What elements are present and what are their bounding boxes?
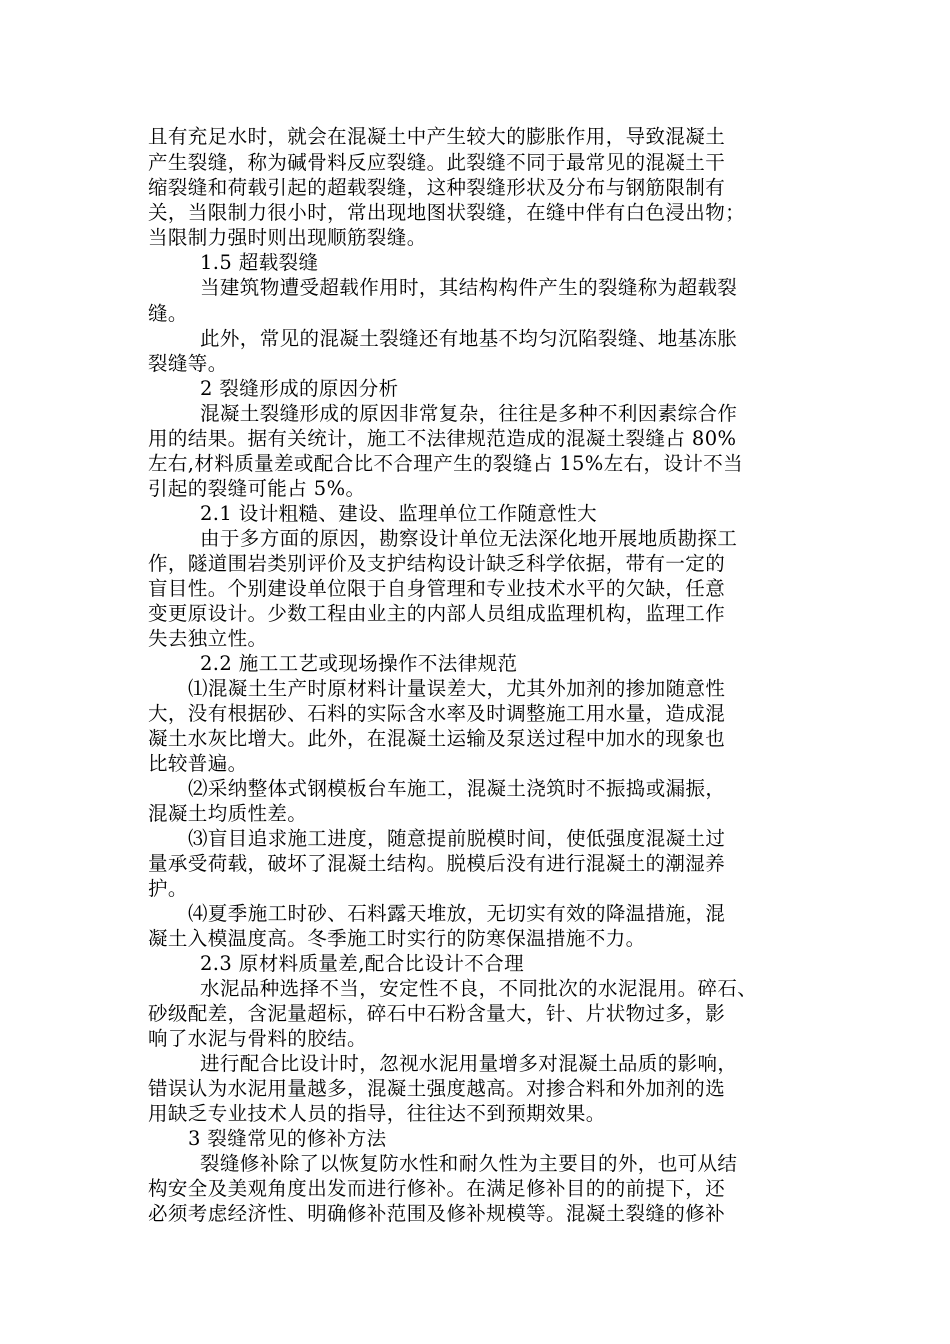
- text-line: 失去独立性。: [148, 627, 268, 650]
- text-line: 混凝土裂缝形成的原因非常复杂，往往是多种不利因素综合作: [200, 402, 738, 425]
- text-line: 护。: [148, 877, 188, 900]
- text-line: 由于多方面的原因，勘察设计单位无法深化地开展地质勘探工: [200, 527, 738, 550]
- text-line: ⑴混凝土生产时原材料计量误差大，尤其外加剂的掺加随意性: [188, 677, 726, 700]
- section-heading: 3 裂缝常见的修补方法: [188, 1127, 387, 1150]
- text-line: 缝。: [148, 302, 188, 325]
- section-heading: 2.3 原材料质量差,配合比设计不合理: [200, 952, 525, 975]
- text-line: 用缺乏专业技术人员的指导，往往达不到预期效果。: [148, 1102, 606, 1125]
- text-line: 盲目性。个别建设单位限于自身管理和专业技术水平的欠缺，任意: [148, 577, 726, 600]
- text-line: 作，隧道围岩类别评价及支护结构设计缺乏科学依据，带有一定的: [148, 552, 726, 575]
- text-line: 混凝土均质性差。: [148, 802, 308, 825]
- text-line: 错误认为水泥用量越多，混凝土强度越高。对掺合料和外加剂的选: [148, 1077, 726, 1100]
- text-line: 裂缝修补除了以恢复防水性和耐久性为主要目的外，也可从结: [200, 1152, 738, 1175]
- text-line: 构安全及美观角度出发而进行修补。在满足修补目的的前提下，还: [148, 1177, 726, 1200]
- text-line: 凝土水灰比增大。此外，在混凝土运输及泵送过程中加水的现象也: [148, 727, 726, 750]
- text-line: ⑷夏季施工时砂、石料露天堆放，无切实有效的降温措施，混: [188, 902, 726, 925]
- text-line: 当限制力强时则出现顺筋裂缝。: [148, 226, 427, 249]
- text-line: 用的结果。据有关统计，施工不法律规范造成的混凝土裂缝占 80%: [148, 427, 737, 450]
- section-heading: 2 裂缝形成的原因分析: [200, 377, 399, 400]
- text-line: 此外，常见的混凝土裂缝还有地基不均匀沉陷裂缝、地基冻胀: [200, 327, 738, 350]
- text-line: 关，当限制力很小时，常出现地图状裂缝，在缝中伴有白色浸出物；: [148, 201, 746, 224]
- text-line: 左右,材料质量差或配合比不合理产生的裂缝占 15%左右，设计不当: [148, 452, 744, 475]
- section-heading: 2.1 设计粗糙、建设、监理单位工作随意性大: [200, 502, 598, 525]
- text-line: 比较普遍。: [148, 752, 248, 775]
- text-line: 大，没有根据砂、石料的实际含水率及时调整施工用水量，造成混: [148, 702, 726, 725]
- text-line: ⑶盲目追求施工进度，随意提前脱模时间，使低强度混凝土过: [188, 827, 726, 850]
- text-line: 且有充足水时，就会在混凝土中产生较大的膨胀作用，导致混凝土: [148, 125, 726, 148]
- text-line: 凝土入模温度高。冬季施工时实行的防寒保温措施不力。: [148, 927, 646, 950]
- text-line: ⑵采纳整体式钢模板台车施工，混凝土浇筑时不振捣或漏振，: [188, 777, 726, 800]
- section-heading: 2.2 施工工艺或现场操作不法律规范: [200, 652, 518, 675]
- text-line: 水泥品种选择不当，安定性不良，不同批次的水泥混用。碎石、: [200, 977, 758, 1000]
- text-line: 裂缝等。: [148, 352, 228, 375]
- text-line: 必须考虑经济性、明确修补范围及修补规模等。混凝土裂缝的修补: [148, 1202, 726, 1225]
- text-line: 量承受荷载，破坏了混凝土结构。脱模后没有进行混凝土的潮湿养: [148, 852, 726, 875]
- text-line: 缩裂缝和荷载引起的超载裂缝，这种裂缝形状及分布与钢筋限制有: [148, 176, 726, 199]
- text-line: 引起的裂缝可能占 5%。: [148, 477, 366, 500]
- text-line: 当建筑物遭受超载作用时，其结构构件产生的裂缝称为超载裂: [200, 276, 738, 299]
- text-line: 砂级配差，含泥量超标，碎石中石粉含量大，针、片状物过多，影: [148, 1002, 726, 1025]
- text-line: 变更原设计。少数工程由业主的内部人员组成监理机构，监理工作: [148, 602, 726, 625]
- text-line: 进行配合比设计时，忽视水泥用量增多对混凝土品质的影响，: [200, 1052, 738, 1075]
- section-heading: 1.5 超载裂缝: [200, 251, 319, 274]
- text-line: 响了水泥与骨料的胶结。: [148, 1027, 367, 1050]
- text-line: 产生裂缝，称为碱骨料反应裂缝。此裂缝不同于最常见的混凝土干: [148, 151, 726, 174]
